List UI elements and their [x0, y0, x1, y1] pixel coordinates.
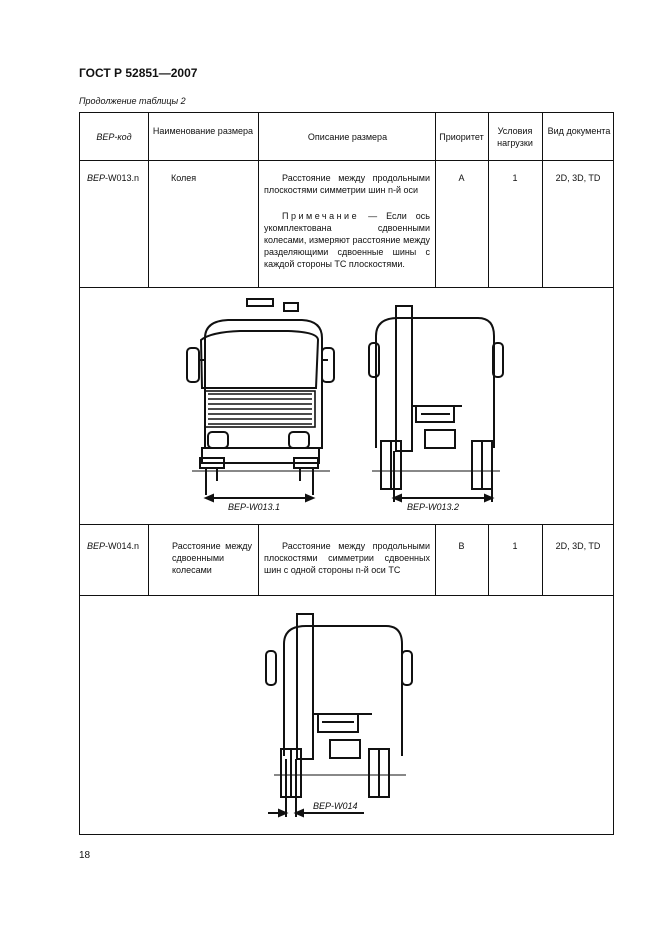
- figure-w013: [80, 288, 613, 524]
- table-continuation-label: Продолжение таблицы 2: [79, 96, 186, 106]
- col-divider-2b: [258, 524, 259, 596]
- row2-load: 1: [512, 541, 518, 551]
- row2-priority: B: [458, 541, 465, 551]
- page-number: 18: [79, 850, 91, 861]
- row2-doc: 2D, 3D, TD: [555, 541, 601, 551]
- standard-title: ГОСТ Р 52851—2007: [79, 66, 198, 80]
- code-suffix: -W014.n: [105, 541, 140, 551]
- row2-code: [87, 540, 139, 552]
- dimensions-table: [79, 112, 614, 835]
- col-divider-5b: [542, 524, 543, 596]
- row1-description: Расстояние между продольными плоскостями симметрии шин n-й оси: [264, 173, 430, 195]
- col-divider-1: [148, 113, 149, 288]
- col-header-doc: Вид документа: [547, 126, 611, 136]
- truck-front-view-drawing: [187, 299, 334, 495]
- row1-name: Колея: [171, 173, 197, 183]
- col-divider-5: [542, 113, 543, 288]
- code-suffix: -W013.n: [105, 173, 140, 183]
- row1-doc: 2D, 3D, TD: [555, 173, 601, 183]
- figure-w014: [80, 596, 613, 834]
- note-text: — Если ось укомплектована сдвоенными колесами, измеряют расстояние между разделяющими сдвоенные шины с каждой стороны ТС плоскостями.: [264, 211, 430, 269]
- dimension-label-w014: BEP-W014: [313, 801, 358, 811]
- header-divider: [80, 160, 613, 161]
- row1-note: [264, 210, 430, 270]
- dimension-label-w013-2: BEP-W013.2: [407, 502, 460, 512]
- truck-rear-view-drawing: [369, 306, 503, 502]
- col-divider-3b: [435, 524, 436, 596]
- dimension-label-w013-1: BEP-W013.1: [228, 502, 281, 512]
- col-header-priority: Приоритет: [439, 132, 484, 142]
- note-heading: Примечание: [282, 211, 360, 221]
- col-divider-4: [488, 113, 489, 288]
- col-header-code: BEP-код: [96, 132, 132, 142]
- col-header-name: Наименование размера: [152, 126, 254, 136]
- truck-rear-view-dual-wheels-drawing: [266, 614, 412, 817]
- col-header-load: Условия нагрузки: [497, 126, 533, 148]
- code-prefix: BEP: [87, 173, 106, 183]
- col-header-description: Описание размера: [307, 132, 388, 142]
- code-prefix: BEP: [87, 541, 106, 551]
- col-divider-4b: [488, 524, 489, 596]
- figure1-divider: [80, 524, 613, 525]
- row2-name: Расстояние между сдвоенными колесами: [172, 541, 252, 575]
- dimension-w013-2: [394, 495, 492, 501]
- col-divider-1b: [148, 524, 149, 596]
- row1-load: 1: [512, 173, 518, 183]
- row1-code: [87, 172, 139, 184]
- dimension-w013-1: [206, 495, 313, 501]
- col-divider-2: [258, 113, 259, 288]
- row2-description: Расстояние между продольными плоскостями симметрии сдвоенных шин с одной стороны n-й оси ТС: [264, 541, 430, 575]
- row1-priority: A: [458, 173, 465, 183]
